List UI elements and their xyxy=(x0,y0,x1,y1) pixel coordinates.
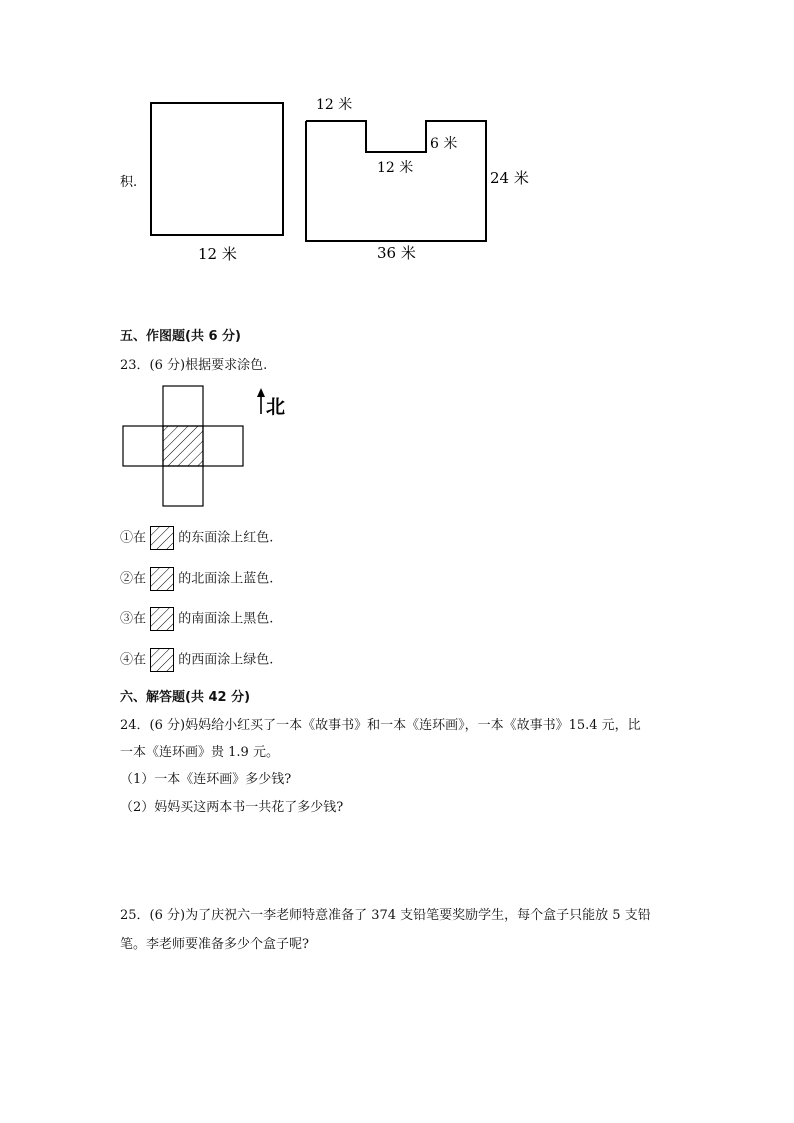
hatched-square-icon xyxy=(150,526,174,550)
notch-depth-label: 6 米 xyxy=(430,136,458,152)
instruction-1-num: ①在 xyxy=(120,530,147,546)
instruction-3-text: 的南面涂上黑色. xyxy=(178,611,274,627)
hatched-square-icon xyxy=(150,607,174,631)
section5-heading: 五、作图题(共 6 分) xyxy=(120,329,241,344)
instruction-3-num: ③在 xyxy=(120,611,147,627)
q24-sub2: （2）妈妈买这两本书一共花了多少钱? xyxy=(120,800,344,815)
instruction-4-text: 的西面涂上绿色. xyxy=(178,652,274,668)
notch-width-label: 12 米 xyxy=(377,160,414,176)
q23-prompt: 23．(6 分)根据要求涂色. xyxy=(120,358,268,373)
section6-heading: 六、解答题(共 42 分) xyxy=(120,690,251,705)
top-left-segment-label: 12 米 xyxy=(316,97,353,113)
grid-cell-north[interactable] xyxy=(163,386,203,426)
cross-grid-figure xyxy=(0,0,794,520)
instruction-2-num: ②在 xyxy=(120,571,147,587)
grid-cell-west[interactable] xyxy=(123,426,163,466)
grid-cell-center-hatched xyxy=(163,426,203,466)
q24-line1: 24．(6 分)妈妈给小红买了一本《故事书》和一本《连环画》，一本《故事书》15.4 元，比 xyxy=(120,718,641,733)
instruction-1 xyxy=(120,526,273,550)
hatched-square-icon xyxy=(150,567,174,591)
q25-line2: 笔。李老师要准备多少个盒子呢? xyxy=(120,937,309,952)
q24-line2: 一本《连环画》贵 1.9 元。 xyxy=(120,745,279,760)
instruction-3 xyxy=(120,607,273,631)
grid-cell-south[interactable] xyxy=(163,466,203,506)
right-side-label: 24 米 xyxy=(490,169,529,187)
bottom-length-label: 36 米 xyxy=(377,244,416,262)
q24-sub1: （1）一本《连环画》多少钱? xyxy=(120,772,292,787)
north-label: 北 xyxy=(266,396,286,418)
hatched-square-icon xyxy=(150,648,174,672)
side-label: 积. xyxy=(120,175,138,190)
instruction-1-text: 的东面涂上红色. xyxy=(178,530,274,546)
instruction-2-text: 的北面涂上蓝色. xyxy=(178,571,274,587)
square-width-label: 12 米 xyxy=(198,245,237,263)
instruction-4 xyxy=(120,648,273,672)
north-arrowhead-icon xyxy=(257,388,265,397)
grid-cell-east[interactable] xyxy=(203,426,243,466)
instruction-2 xyxy=(120,567,273,591)
instruction-4-num: ④在 xyxy=(120,652,147,668)
q25-line1: 25．(6 分)为了庆祝六一李老师特意准备了 374 支铅笔要奖励学生，每个盒子只能放 5 支铅 xyxy=(120,908,651,923)
